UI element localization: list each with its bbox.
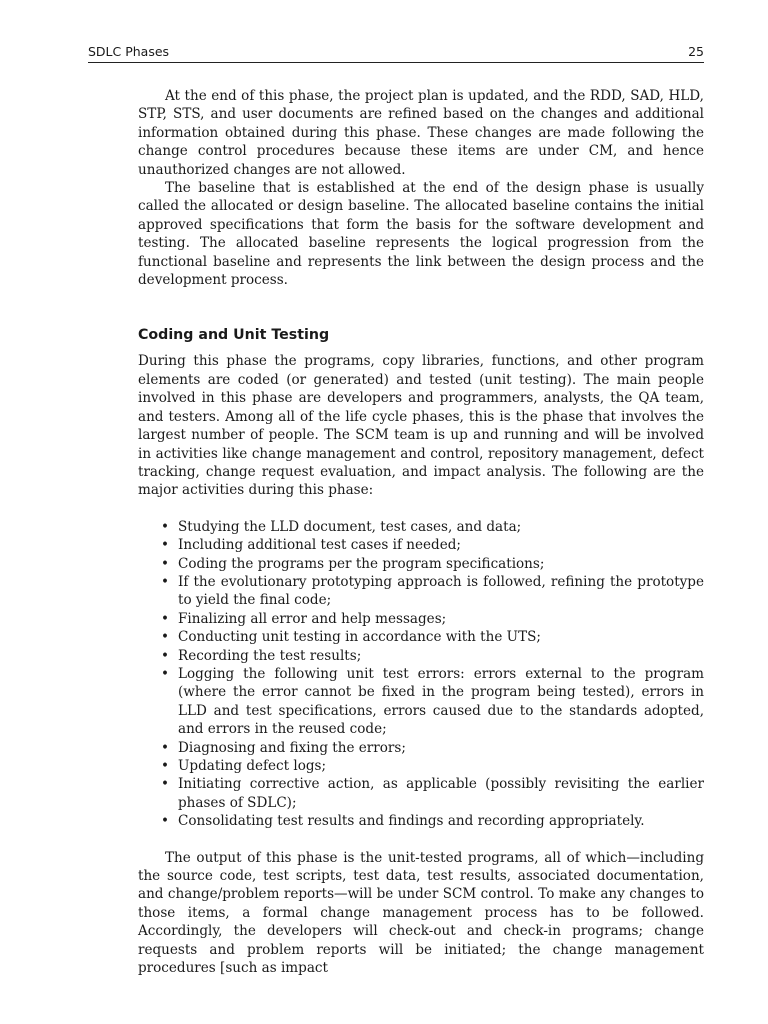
bullet-icon: • <box>161 573 169 590</box>
list-item-text: If the evolutionary prototyping approach is followed, refining the prototype to yield the final code; <box>178 573 704 609</box>
bullet-icon: • <box>161 758 169 774</box>
list-item <box>138 573 704 610</box>
bullet-icon: • <box>161 610 169 627</box>
list-item <box>138 628 704 646</box>
list-item-text: Finalizing all error and help messages; <box>178 610 447 627</box>
list-item <box>138 757 704 775</box>
list-item-text: Conducting unit testing in accordance with the UTS; <box>178 629 541 646</box>
list-item-text: Initiating corrective action, as applicable (possibly revisiting the earlier phases of SDLC); <box>178 776 704 811</box>
section-spacer <box>138 289 704 308</box>
running-header <box>88 44 704 63</box>
bullet-icon: • <box>161 813 169 830</box>
list-item-text: Logging the following unit test errors: errors external to the program (where the error cannot be fixed in the program being tested), errors in LLD and test specifications, errors caused due to the standards adopted, and errors in the reused code; <box>178 665 704 738</box>
list-item <box>138 518 704 536</box>
paragraph-phase-output: The output of this phase is the unit-tested programs, all of which—including the source code, test scripts, test data, test results, associated documentation, and change/problem reports—will be under SCM control. To make any changes to those items, a formal change management process has to be followed. Accordingly, the developers will check-out and check-in programs; change requests and problem reports will be initiated; the change management procedures [such as impact <box>138 849 704 977</box>
page-body <box>138 87 704 977</box>
list-item-text: Updating defect logs; <box>178 758 327 774</box>
list-item <box>138 665 704 739</box>
list-item-text: Coding the programs per the program specifications; <box>178 555 545 572</box>
list-spacer-top <box>138 500 704 518</box>
bullet-icon: • <box>161 518 169 535</box>
paragraph-allocated-baseline: The baseline that is established at the end of the design phase is usually called the allocated or design baseline. The allocated baseline contains the initial approved specifications that form the basis for the software development and testing. The allocated baseline represents the logical progression from the functional baseline and represents the link between the design process and the development process. <box>138 180 704 289</box>
list-item <box>138 610 704 628</box>
bullet-icon: • <box>161 629 169 646</box>
header-page-number: 25 <box>688 44 704 59</box>
list-item-text: Consolidating test results and findings and recording appropriately. <box>178 813 645 830</box>
activity-list <box>138 518 704 831</box>
list-item-text: Diagnosing and fixing the errors; <box>178 739 406 756</box>
list-item <box>138 555 704 573</box>
list-item <box>138 812 704 830</box>
paragraph-project-plan-update: At the end of this phase, the project plan is updated, and the RDD, SAD, HLD, STP, STS, and user documents are refined based on the changes and additional information obtained during this phase. These changes are made following the change control procedures because these items are under CM, and hence unauthorized changes are not allowed. <box>138 88 704 178</box>
bullet-icon: • <box>161 739 169 756</box>
bullet-icon: • <box>161 776 169 793</box>
bullet-icon: • <box>161 647 169 664</box>
list-item <box>138 775 704 812</box>
list-item <box>138 536 704 554</box>
list-item-text: Recording the test results; <box>178 647 362 664</box>
list-item-text: Including additional test cases if needed; <box>178 537 461 554</box>
list-spacer-bottom <box>138 831 704 849</box>
paragraph-coding-intro: During this phase the programs, copy libraries, functions, and other program elements are coded (or generated) and tested (unit testing). The main people involved in this phase are developers and programmers, analysts, the QA team, and testers. Among all of the life cycle phases, this is the phase that involves the largest number of people. The SCM team is up and running and will be involved in activities like change management and control, repository management, defect tracking, change request evaluation, and impact analysis. The following are the major activities during this phase: <box>138 353 704 499</box>
bullet-icon: • <box>161 555 169 572</box>
section-heading: Coding and Unit Testing <box>138 327 330 344</box>
list-item <box>138 739 704 757</box>
bullet-icon: • <box>161 665 169 682</box>
bullet-icon: • <box>161 537 169 554</box>
header-section-title: SDLC Phases <box>88 44 170 59</box>
list-item-text: Studying the LLD document, test cases, and data; <box>178 518 522 535</box>
list-item <box>138 647 704 665</box>
